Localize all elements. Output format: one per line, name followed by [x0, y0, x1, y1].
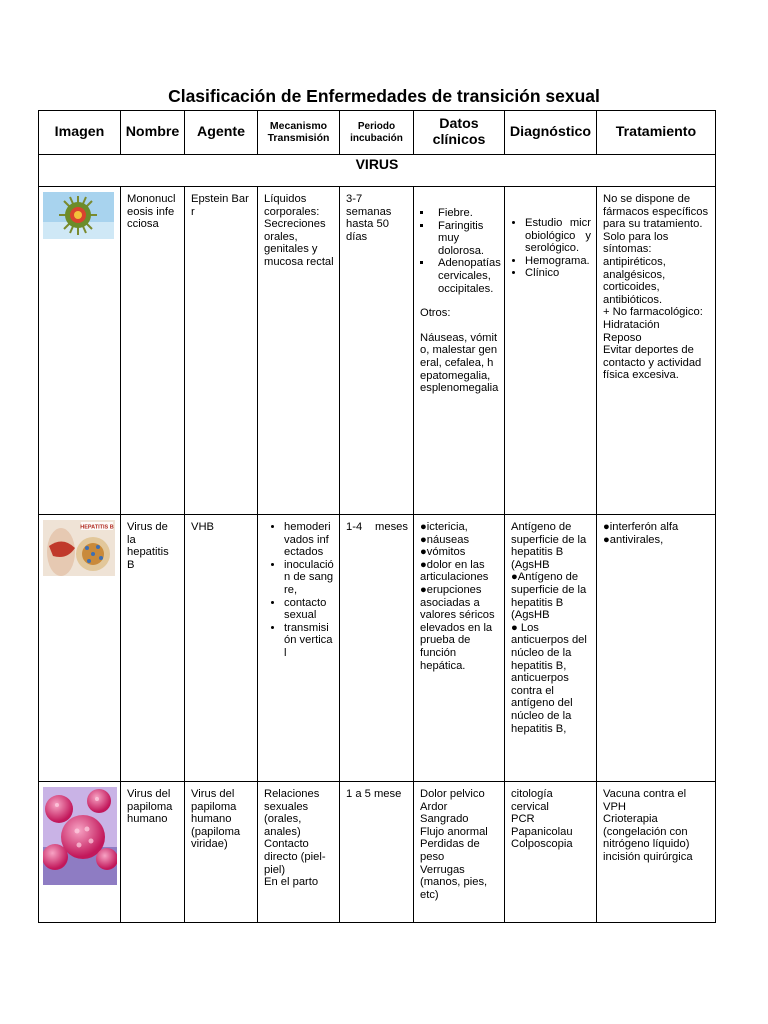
table-row: [39, 515, 716, 782]
hepatitis-image: [43, 520, 115, 576]
disease-table: [38, 110, 716, 923]
agente-cell: VHB: [185, 515, 258, 782]
mecanismo-cell: Relaciones sexuales (orales, anales) Contacto directo (piel-piel) En el parto: [258, 782, 340, 923]
section-row: [39, 155, 716, 187]
datos-cell: ●ictericia, ●náuseas ●vómitos ●dolor en las articulaciones ●erupciones asociadas a valores séricos elevados en la prueba de función hepática.: [414, 515, 505, 782]
tratamiento-cell: ●interferón alfa ●antivirales,: [597, 515, 716, 782]
nombre-cell: Virus de la hepatitis B: [121, 515, 185, 782]
list-item: • inoculación de sangre,: [284, 559, 334, 597]
datos-cell: Dolor pelvico Ardor Sangrado Flujo anormal Perdidas de peso Verrugas (manos, pies, etc): [414, 782, 505, 923]
section-label: VIRUS: [39, 155, 716, 187]
list-item: ▪ Faringitis muy dolorosa.: [433, 220, 499, 258]
diagnostico-list: [511, 217, 591, 280]
list-item: ▪ Adenopatías cervicales, occipitales.: [433, 257, 499, 295]
datos-cell: [414, 187, 505, 515]
diagnostico-cell: Antígeno de superficie de la hepatitis B (AgsHB ●Antígeno de superficie de la hepatitis B (AgsHB ● Los anticuerpos del núcleo de la hepatitis B, anticuerpos contra el antígeno del núcleo de la hepatitis B,: [505, 515, 597, 782]
mecanismo-list: [262, 521, 334, 660]
image-cell: [39, 782, 121, 923]
list-item: ▪ Fiebre.: [433, 207, 499, 220]
header-tratamiento: Tratamiento: [597, 111, 716, 155]
agente-cell: Virus del papiloma humano (papiloma viridae): [185, 782, 258, 923]
list-item: • hemoderivados infectados: [284, 521, 334, 559]
list-item: • Clínico: [525, 267, 591, 280]
mecanismo-cell: Líquidos corporales: Secreciones orales, genitales y mucosa rectal: [258, 187, 340, 515]
list-item: • transmisión vertical: [284, 622, 334, 660]
datos-list: [420, 207, 499, 295]
papilloma-image: [43, 787, 117, 885]
tratamiento-cell: No se dispone de fármacos específicos para su tratamiento. Solo para los síntomas: antipiréticos, analgésicos, corticoides, antibióticos. + No farmacológico: Hidratación Reposo Evitar deportes de contacto y actividad física excesiva.: [597, 187, 716, 515]
header-diagnostico: Diagnóstico: [505, 111, 597, 155]
tratamiento-cell: Vacuna contra el VPH Crioterapia (congelación con nitrógeno líquido) incisión quirúrgica: [597, 782, 716, 923]
header-datos: Datos clínicos: [414, 111, 505, 155]
image-cell: [39, 515, 121, 782]
table-row: [39, 187, 716, 515]
header-periodo: Periodo incubación: [340, 111, 414, 155]
header-mecanismo: Mecanismo Transmisión: [258, 111, 340, 155]
periodo-cell: 3-7 semanas hasta 50 días: [340, 187, 414, 515]
periodo-cell: 1-4 meses: [340, 515, 414, 782]
header-nombre: Nombre: [121, 111, 185, 155]
virus-image: [43, 192, 114, 239]
table-row: [39, 782, 716, 923]
header-agente: Agente: [185, 111, 258, 155]
diagnostico-cell: citología cervical PCR Papanicolau Colposcopia: [505, 782, 597, 923]
mecanismo-cell: [258, 515, 340, 782]
header-imagen: Imagen: [39, 111, 121, 155]
list-item: • Hemograma.: [525, 255, 591, 268]
list-item: • contacto sexual: [284, 597, 334, 622]
datos-otros-label: Otros:: [420, 307, 451, 320]
list-item: • Estudio microbiológico y serológico.: [525, 217, 591, 255]
page-title: Clasificación de Enfermedades de transición sexual: [168, 86, 600, 106]
image-cell: [39, 187, 121, 515]
header-row: [39, 111, 716, 155]
periodo-cell: 1 a 5 mese: [340, 782, 414, 923]
diagnostico-cell: [505, 187, 597, 515]
agente-cell: Epstein Barr: [185, 187, 258, 515]
nombre-cell: Virus del papiloma humano: [121, 782, 185, 923]
datos-otros: Náuseas, vómito, malestar general, cefalea, hepatomegalia, esplenomegalia: [420, 331, 499, 395]
nombre-cell: Mononucleosis infecciosa: [121, 187, 185, 515]
image-label: HEPATITIS B: [80, 524, 114, 531]
